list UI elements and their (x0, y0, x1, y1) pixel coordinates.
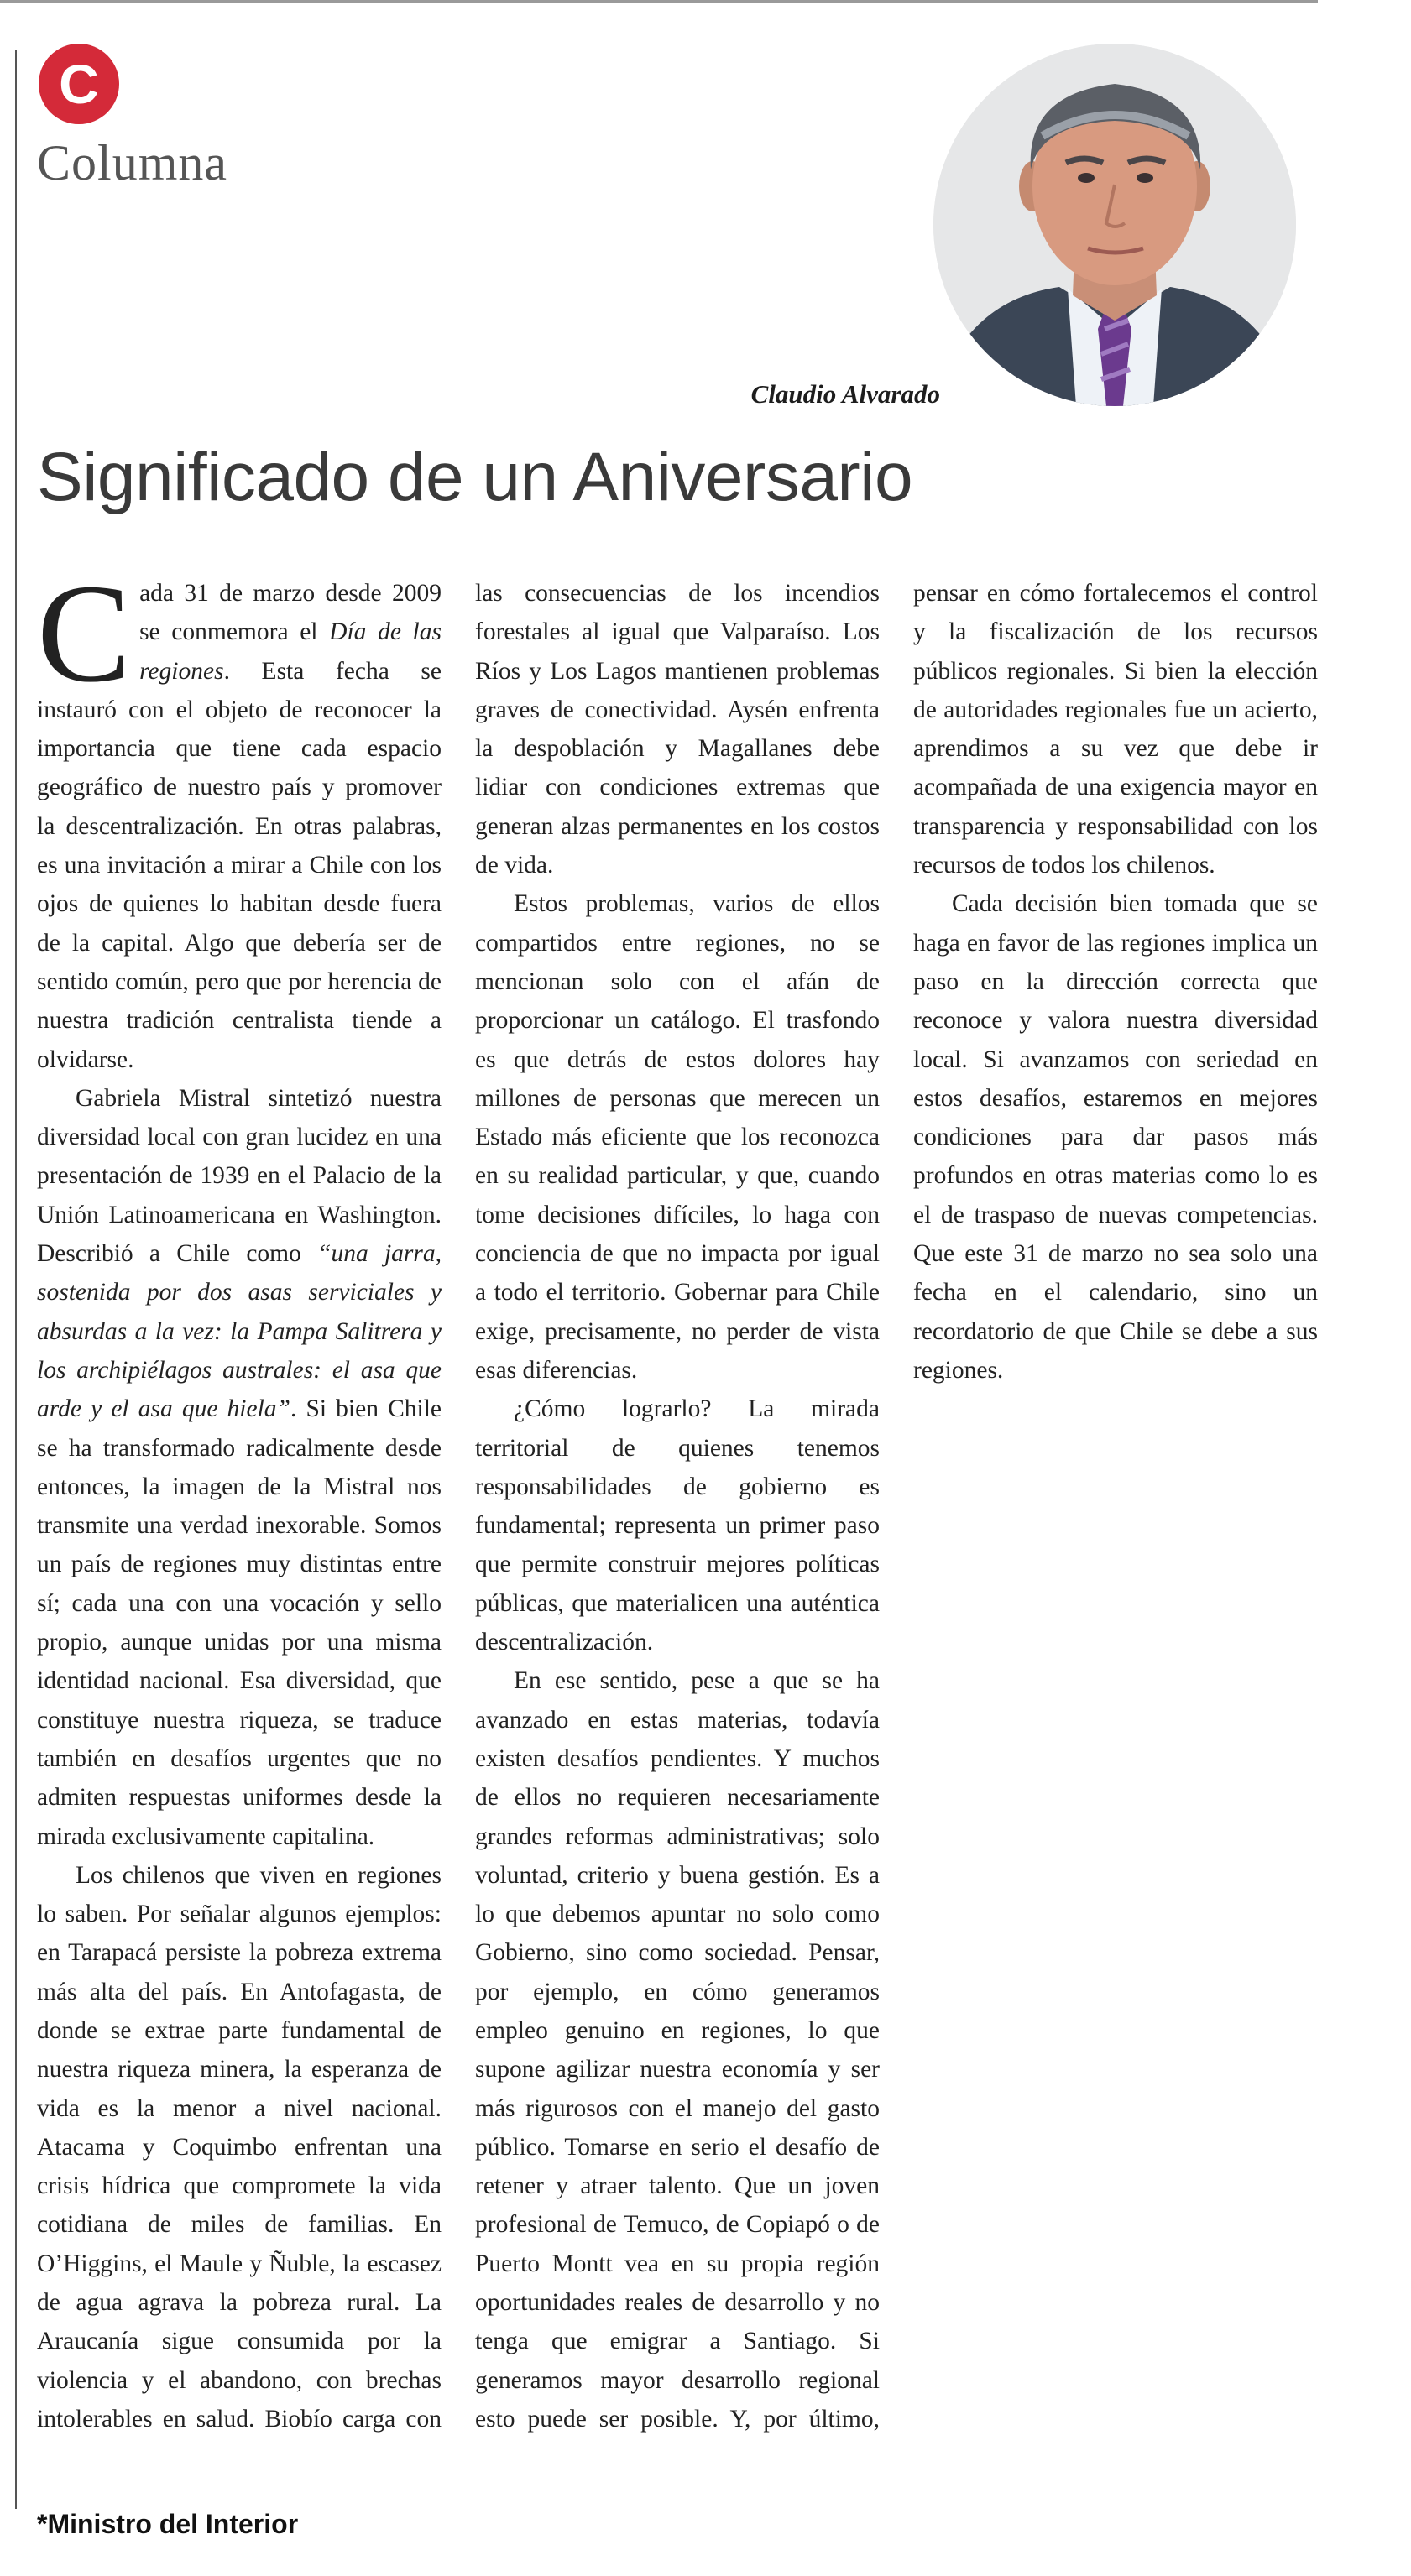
author-portrait-image (933, 44, 1296, 406)
left-margin-rule (15, 50, 17, 2509)
paragraph-3: Los chilenos que viven en regiones lo saben. Por señalar algunos ejemplos: en Tarapacá persiste la pobreza extrema más alta del país. En Antofagasta, de donde se extrae parte fundamental de nuestra riqueza minera, la esperanza de vida es la menor a nivel nacional. Atacama y Coquimbo enfrentan una crisis hídrica que compromete la vida cotidiana de miles de familias. En O’Higgins, el Maule y Ñuble, la escasez de agua agrava la pobreza rural. La Araucanía sigue consumida por la violencia y el abandono, con brechas intolerables en salud. Biobío carga con las consecuencias de los incendios forestales al igual que Valparaíso. Los Ríos y Los Lagos mantienen problemas graves de conectividad. Aysén enfrenta la despoblación y Magallanes debe lidiar con condiciones extremas que generan alzas permanentes en los costos de vida. (37, 580, 880, 2433)
paragraph-5: ¿Cómo lograrlo? La mirada territorial de quienes tenemos responsabilidades de gobierno es fundamental; representa un primer paso que permite construir mejores políticas públicas, que materialicen una auténtica descentralización. (475, 1395, 880, 1656)
author-role-note: *Ministro del Interior (37, 2509, 299, 2539)
paragraph-2: Gabriela Mistral sintetizó nuestra diversidad local con gran lucidez en una presentación de 1939 en el Palacio de la Unión Latinoamericana en Washington. Describió a Chile como “una jarra, sostenida por dos asas serviciales y absurdas a la vez: la Pampa Salitrera y los archipiélagos australes: el asa que arde y el asa que hiela”. Si bien Chile se ha transformado radicalmente desde entonces, la imagen de la Mistral nos transmite una verdad inexorable. Somos un país de regiones muy distintas entre sí; cada una con una vocación y sello propio, aunque unidas por una misma identidad nacional. Esa diversidad, que constituye nuestra riqueza, se traduce también en desafíos urgentes que no admiten respuestas uniformes desde la mirada exclusivamente capitalina. (37, 1084, 442, 1850)
paragraph-7: Cada decisión bien tomada que se haga en favor de las regiones implica un paso en la dirección correcta que reconoce y valora nuestra diversidad local. Si avanzamos con seriedad en estos desafíos, estaremos en mejores condiciones para dar pasos más profundos en otras materias como lo es el de traspaso de nuevas competencias. Que este 31 de marzo no sea solo una fecha en el calendario, sino un recordatorio de que Chile se debe a sus regiones. (913, 890, 1318, 1384)
column-badge-icon: C (39, 44, 119, 124)
drop-cap: C (37, 555, 132, 712)
paragraph-1: Cada 31 de marzo desde 2009 se conmemora el Día de las regiones. Esta fecha se instauró con el objeto de reconocer la importancia que tiene cada espacio geográfico de nuestro país y promover la descentralización. En otras palabras, es una invitación a mirar a Chile con los ojos de quienes lo habitan desde fuera de la capital. Algo que debería ser de sentido común, pero que por herencia de nuestra tradición centralista tiende a olvidarse. (37, 555, 442, 1073)
top-rule (0, 0, 1318, 3)
author-portrait (933, 44, 1296, 406)
article-body (37, 555, 1318, 2459)
paragraph-6: En ese sentido, pese a que se ha avanzado en estas materias, todavía existen desafíos pendientes. Y muchos de ellos no requieren necesariamente grandes reformas administrativas; solo voluntad, criterio y buena gestión. Es a lo que debemos apuntar no solo como Gobierno, sino como sociedad. Pensar, por ejemplo, en cómo generamos empleo genuino en regiones, lo que supone agilizar nuestra economía y ser más rigurosos con el manejo del gasto público. Tomarse en serio el desafío de retener y atraer talento. Que un joven profesional de Temuco, de Copiapó o de Puerto Montt vea en su propia región oportunidades reales de desarrollo y no tenga que emigrar a Santiago. Si generamos mayor desarrollo regional esto puede ser posible. Y, por último, pensar en cómo fortalecemos el control y la fiscalización de los recursos públicos regionales. Si bien la elección de autoridades regionales fue un acierto, aprendimos a su vez que debe ir acompañada de una exigencia mayor en transparencia y responsabilidad con los recursos de todos los chilenos. (475, 580, 1318, 2433)
section-label: Columna (37, 135, 227, 190)
article-headline: Significado de un Aniversario (37, 439, 913, 515)
paragraph-4: Estos problemas, varios de ellos compartidos entre regiones, no se mencionan solo con el afán de proporcionar un catálogo. El trasfondo es que detrás de estos dolores hay millones de personas que merecen un Estado más eficiente que los reconozca en su realidad particular, y que, cuando tome decisiones difíciles, lo haga con conciencia de que no impacta por igual a todo el territorio. Gobernar para Chile exige, precisamente, no perder de vista esas diferencias. (475, 890, 880, 1384)
author-name: Claudio Alvarado (750, 379, 940, 409)
